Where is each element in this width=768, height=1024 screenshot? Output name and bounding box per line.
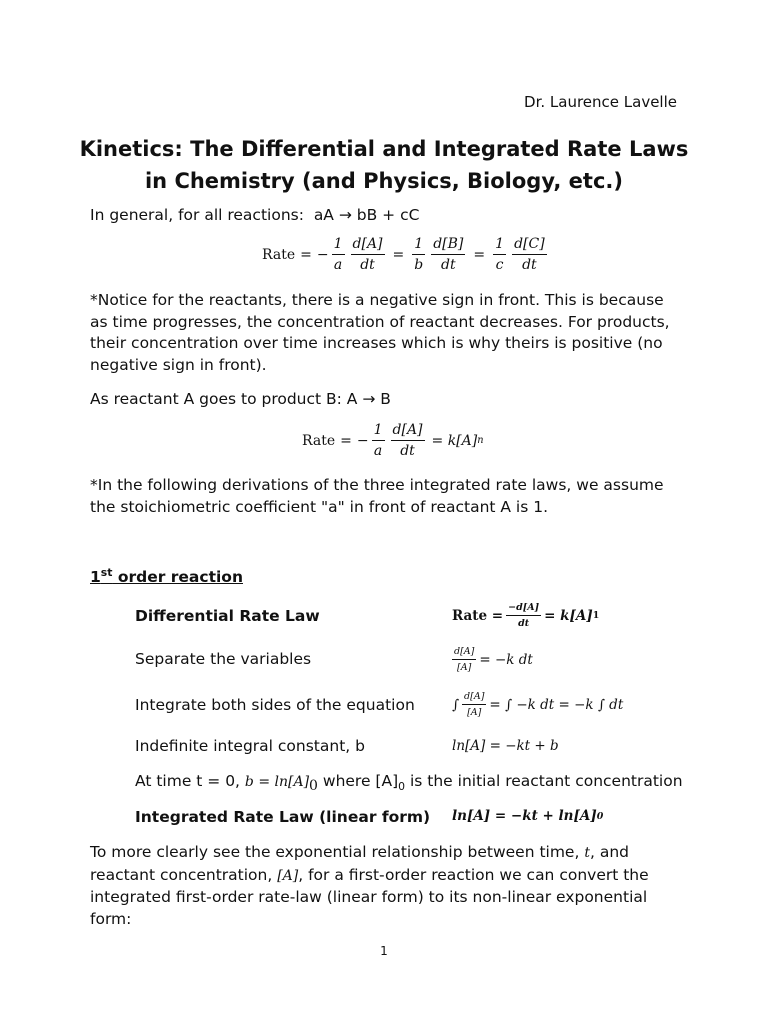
section-heading: 1st order reaction (90, 566, 243, 587)
fraction: $\frac{d[C]}{dt}$ (514, 236, 545, 273)
differential-rate-law-label: Differential Rate Law (135, 607, 320, 625)
fraction: $\frac{d[A]}{dt}$ (352, 236, 383, 273)
general-intro (90, 205, 419, 227)
fraction: $\frac{d[B]}{dt}$ (433, 236, 464, 273)
fraction: $\frac{1}{a}$ (373, 422, 383, 459)
integrated-rate-law-math: ln[A] = −kt + ln[A] 0 (452, 808, 604, 824)
page-number: 1 (380, 944, 388, 958)
derivation-note: *In the following derivations of the three integrated rate laws, we assume the stoichiometric coefficient "a" in front of reactant A is 1. (90, 476, 664, 516)
rate-word: Rate (262, 246, 296, 263)
time-zero-line: At time t = 0, $b = \ln[A]_0$ where $[A]_0$ is the initial reactant concentration (135, 772, 683, 795)
closing-paragraph: To more clearly see the exponential relationship between time, t, and reactant concentration, [A], for a first-order reaction we can convert the integrated first-order rate-law (linear form) to its non-linear exponential form: (90, 843, 649, 928)
rate-equation-order-n: Rate = − $\frac{1}{a}$ $\frac{d[A]}{dt}$ = k[A] n (302, 422, 484, 459)
integral-constant-label: Indefinite integral constant, b (135, 737, 365, 755)
fraction: $\frac{-d[A]}{dt}$ (508, 602, 540, 629)
reactant-intro: As reactant A goes to product B: A → B (90, 390, 391, 408)
title-line-2: in Chemistry (and Physics, Biology, etc.) (144, 169, 623, 193)
author-name: Dr. Laurence Lavelle (524, 93, 677, 111)
fraction: $\frac{d[A]}{dt}$ (392, 422, 423, 459)
differential-rate-law-math: Rate = $\frac{-d[A]}{dt}$ = k[A] 1 (452, 602, 600, 629)
integrated-rate-law-label: Integrated Rate Law (linear form) (135, 808, 431, 826)
title-line-1: Kinetics: The Differential and Integrated Rate Laws (79, 137, 689, 161)
fraction: $\frac{1}{c}$ (495, 236, 505, 273)
general-reaction: aA → bB + cC (313, 206, 420, 224)
separate-variables-math: $\frac{d[A]}{[A]}$ = −k dt (454, 646, 533, 673)
integrate-label: Integrate both sides of the equation (135, 696, 415, 714)
general-intro-text: In general, for all reactions: (90, 206, 304, 224)
separate-variables-label: Separate the variables (135, 650, 312, 668)
page-title (60, 133, 708, 197)
rate-equation-general: Rate = − $\frac{1}{a}$ $\frac{d[A]}{dt}$ = $\frac{1}{b}$ $\frac{d[B]}{dt}$ = $\frac{1}{c}$ $\frac{d[C]}{dt}$ (262, 236, 545, 273)
fraction: $\frac{d[A]}{[A]}$ (464, 691, 485, 718)
fraction: $\frac{d[A]}{[A]}$ (454, 646, 475, 673)
notice-paragraph: *Notice for the reactants, there is a negative sign in front. This is because as time progresses, the concentration of reactant decreases. For products, their concentration over time increases which is why theirs is positive (no negative sign in front). (90, 291, 670, 374)
fraction: $\frac{1}{b}$ (414, 236, 424, 273)
integrate-math: ∫ $\frac{d[A]}{[A]}$ = ∫ −k dt = −k ∫ dt (452, 691, 624, 718)
fraction: $\frac{1}{a}$ (333, 236, 343, 273)
integral-constant-math: ln[A] = −kt + b (452, 738, 559, 754)
